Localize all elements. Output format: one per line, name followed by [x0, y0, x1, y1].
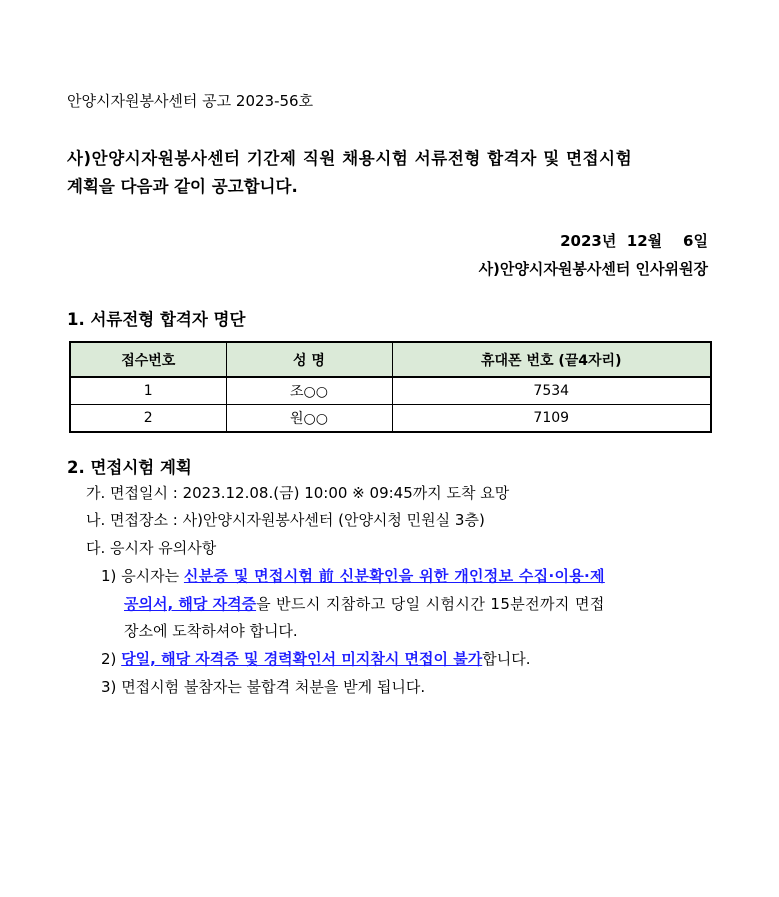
- interview-location: 나. 면접장소 : 사)안양시자원봉사센터 (안양시청 민원실 3층): [86, 511, 485, 529]
- announcement-date: 2023년 12월 6일: [560, 232, 708, 250]
- title-line-2: 계획을 다음과 같이 공고합니다.: [67, 177, 298, 196]
- table-cell: 1: [70, 377, 226, 405]
- col-header: 성 명: [226, 342, 392, 377]
- col-header: 휴대폰 번호 (끝4자리): [392, 342, 711, 377]
- applicant-notes-heading: 다. 응시자 유의사항: [86, 539, 217, 557]
- col-header: 접수번호: [70, 342, 226, 377]
- interview-datetime: 가. 면접일시 : 2023.12.08.(금) 10:00 ※ 09:45까지 도착 요망: [86, 484, 510, 502]
- table-row: [70, 405, 711, 433]
- note-number: 3): [101, 678, 117, 696]
- table-cell: 7109: [392, 405, 711, 433]
- announcement-title: [67, 145, 709, 201]
- note-1-line-3: 장소에 도착하셔야 합니다.: [124, 622, 298, 640]
- table-row: [70, 377, 711, 405]
- note-text: 합니다.: [482, 650, 531, 668]
- table-cell: 원○○: [226, 405, 392, 433]
- note-number: 1): [101, 567, 117, 585]
- signer: 사)안양시자원봉사센터 인사위원장: [478, 260, 708, 278]
- note-emphasis: 신분증 및 면접시험 前 신분확인을 위한 개인정보 수집·이용·제: [183, 567, 605, 585]
- table-cell: 7534: [392, 377, 711, 405]
- table-header-row: [70, 342, 711, 377]
- note-text: 응시자는: [121, 567, 184, 585]
- note-text: 면접시험 불참자는 불합격 처분을 받게 됩니다.: [121, 678, 426, 696]
- note-number: 2): [101, 650, 117, 668]
- notice-number: 안양시자원봉사센터 공고 2023-56호: [67, 92, 314, 110]
- note-text: 을 반드시 지참하고 당일 시험시간 15분전까지 면접: [256, 595, 605, 613]
- passers-table: [69, 341, 712, 433]
- note-1-line-1: [101, 565, 605, 586]
- section2-heading: 2. 면접시험 계획: [67, 458, 192, 477]
- note-1-line-2: [124, 593, 605, 614]
- title-line-1: 사)안양시자원봉사센터 기간제 직원 채용시험 서류전형 합격자 및 면접시험: [67, 149, 633, 168]
- note-emphasis: 당일, 해당 자격증 및 경력확인서 미지참시 면접이 불가: [121, 650, 483, 668]
- table-cell: 2: [70, 405, 226, 433]
- section1-heading: 1. 서류전형 합격자 명단: [67, 310, 246, 329]
- note-2: [101, 648, 530, 669]
- table-cell: 조○○: [226, 377, 392, 405]
- note-emphasis: 공의서, 해당 자격증: [124, 595, 257, 613]
- note-3: [101, 676, 425, 697]
